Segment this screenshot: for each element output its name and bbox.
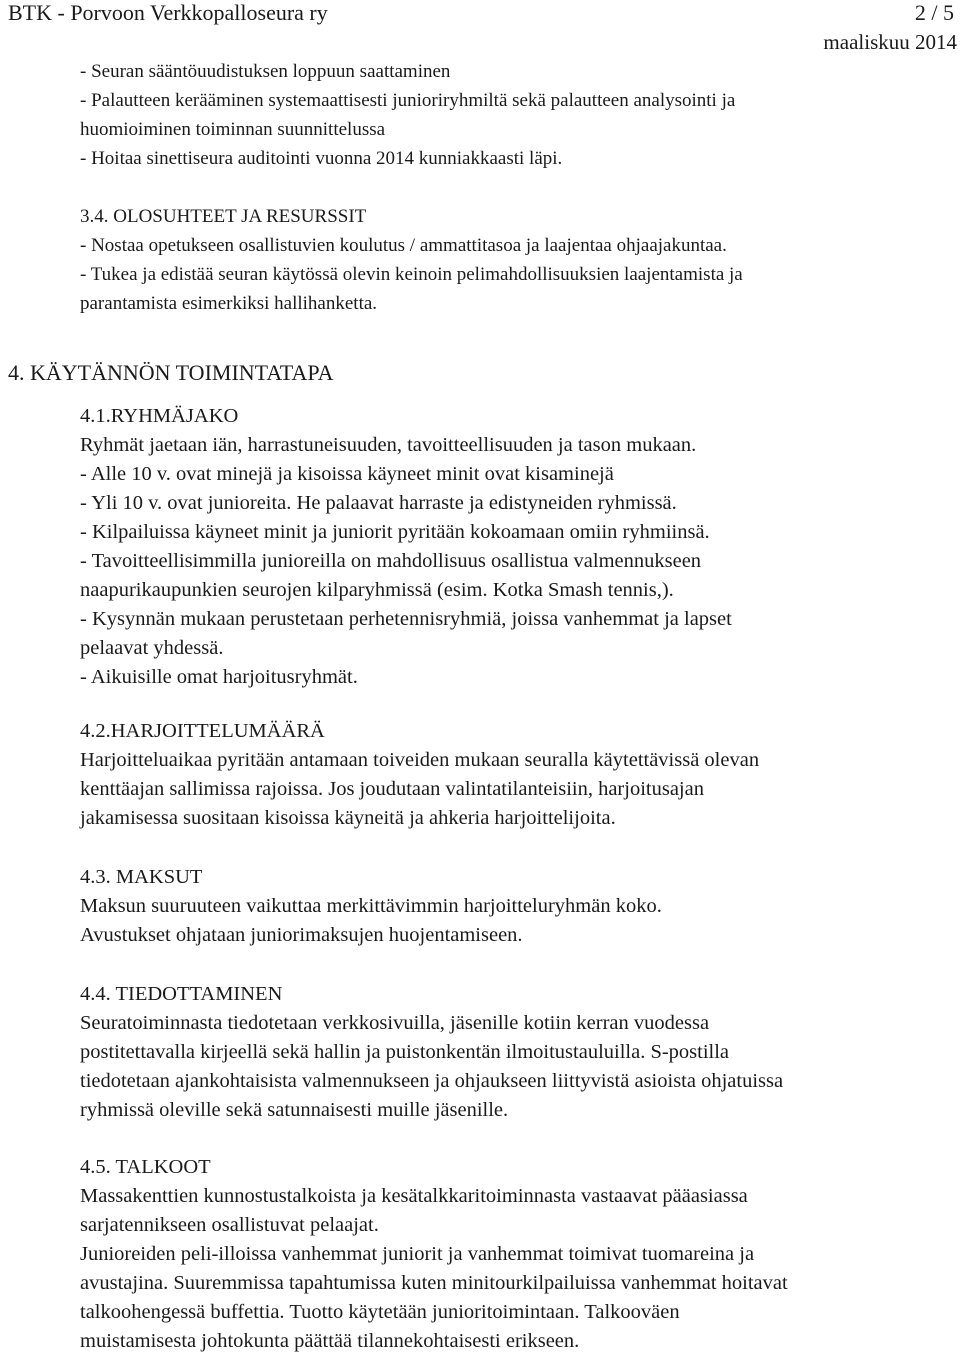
section-3-4-line: - Tukea ja edistää seuran käytössä olevin keinoin pelimahdollisuuksien laajentamista ja xyxy=(80,264,743,285)
section-4-1-line: - Aikuisille omat harjoitusryhmät. xyxy=(80,666,358,688)
section-4-4 xyxy=(80,980,956,1125)
section-4-3-line: Avustukset ohjataan juniorimaksujen huojentamiseen. xyxy=(80,924,523,946)
section-3-4-line: parantamista esimerkiksi hallihanketta. xyxy=(80,293,378,314)
section-4-4-line: ryhmissä oleville sekä satunnaisesti muille jäsenille. xyxy=(80,1099,509,1121)
section-4-heading: 4. KÄYTÄNNÖN TOIMINTATAPA xyxy=(8,360,334,385)
section-4-1-line: pelaavat yhdessä. xyxy=(80,637,224,659)
intro-line: - Hoitaa sinettiseura auditointi vuonna 2014 kunniakkaasti läpi. xyxy=(80,148,563,169)
section-4-1-line: - Tavoitteellisimmilla junioreilla on mahdollisuus osallistua valmennukseen xyxy=(80,550,702,572)
section-4-5-line: talkoohengessä buffettia. Tuotto käytetään junioritoimintaan. Talkooväen xyxy=(80,1301,680,1323)
section-4-1-line: - Kysynnän mukaan perustetaan perhetennisryhmiä, joissa vanhemmat ja lapset xyxy=(80,608,732,630)
section-4-4-line: Seuratoiminnasta tiedotetaan verkkosivuilla, jäsenille kotiin kerran vuodessa xyxy=(80,1012,710,1034)
section-4-1-line: - Yli 10 v. ovat junioreita. He palaavat harraste ja edistyneiden ryhmissä. xyxy=(80,492,677,514)
intro-line: - Seuran sääntöuudistuksen loppuun saattaminen xyxy=(80,61,451,82)
section-4-3-line: Maksun suuruuteen vaikuttaa merkittävimmin harjoitteluryhmän koko. xyxy=(80,895,662,917)
section-4-3-heading: 4.3. MAKSUT xyxy=(80,866,203,888)
section-3-4-line: - Nostaa opetukseen osallistuvien koulutus / ammattitasoa ja laajentaa ohjaajakuntaa. xyxy=(80,235,727,256)
section-4-2-heading: 4.2.HARJOITTELUMÄÄRÄ xyxy=(80,720,325,742)
section-4-5-line: Massakenttien kunnostustalkoista ja kesätalkkaritoiminnasta vastaavat pääasiassa xyxy=(80,1185,748,1207)
section-4-2-line: kenttäajan sallimissa rajoissa. Jos joudutaan valintatilanteisiin, harjoitusajan xyxy=(80,778,704,800)
section-4-5-line: Junioreiden peli-illoissa vanhemmat juniorit ja vanhemmat toimivat tuomareina ja xyxy=(80,1243,755,1265)
intro-section xyxy=(80,57,956,318)
section-4-1-heading: 4.1.RYHMÄJAKO xyxy=(80,405,239,427)
section-4-5-heading: 4.5. TALKOOT xyxy=(80,1156,211,1178)
section-4-5-line: sarjatennikseen osallistuvat pelaajat. xyxy=(80,1214,379,1236)
section-4-5 xyxy=(80,1153,956,1356)
section-4-5-line: avustajina. Suuremmissa tapahtumissa kuten minitourkilpailuissa vanhemmat hoitavat xyxy=(80,1272,788,1294)
section-4-1-line: - Kilpailuissa käyneet minit ja juniorit pyritään kokoamaan omiin ryhmiinsä. xyxy=(80,521,710,543)
intro-line: huomioiminen toiminnan suunnittelussa xyxy=(80,119,386,140)
section-4-2 xyxy=(80,717,956,833)
section-4-2-line: Harjoitteluaikaa pyritään antamaan toiveiden mukaan seuralla käytettävissä olevan xyxy=(80,749,760,771)
section-4-2-line: jakamisessa suositaan kisoissa käyneitä ja ahkeria harjoittelijoita. xyxy=(80,807,616,829)
section-4-4-line: postitettavalla kirjeellä sekä hallin ja puistonkentän ilmoitustauluilla. S-postilla xyxy=(80,1041,730,1063)
intro-line: - Palautteen kerääminen systemaattisesti junioriryhmiltä sekä palautteen analysointi ja xyxy=(80,90,736,111)
section-4-1 xyxy=(80,402,956,692)
section-4-1-line: - Alle 10 v. ovat minejä ja kisoissa käyneet minit ovat kisaminejä xyxy=(80,463,614,485)
header-date: maaliskuu 2014 xyxy=(823,30,957,54)
section-4-3 xyxy=(80,863,956,950)
section-4-1-line: Ryhmät jaetaan iän, harrastuneisuuden, tavoitteellisuuden ja tason mukaan. xyxy=(80,434,697,456)
section-4-1-line: naapurikaupunkien seurojen kilparyhmissä (esim. Kotka Smash tennis,). xyxy=(80,579,674,601)
page-number: 2 / 5 xyxy=(914,0,954,25)
section-3-4-heading: 3.4. OLOSUHTEET JA RESURSSIT xyxy=(80,206,367,227)
section-4-5-line: muistamisesta johtokunta päättää tilannekohtaisesti erikseen. xyxy=(80,1330,580,1352)
section-4-4-heading: 4.4. TIEDOTTAMINEN xyxy=(80,983,283,1005)
header-title: BTK - Porvoon Verkkopalloseura ry xyxy=(8,0,328,25)
section-4-4-line: tiedotetaan ajankohtaisista valmennukseen ja ohjaukseen liittyvistä asioista ohjatuissa xyxy=(80,1070,784,1092)
